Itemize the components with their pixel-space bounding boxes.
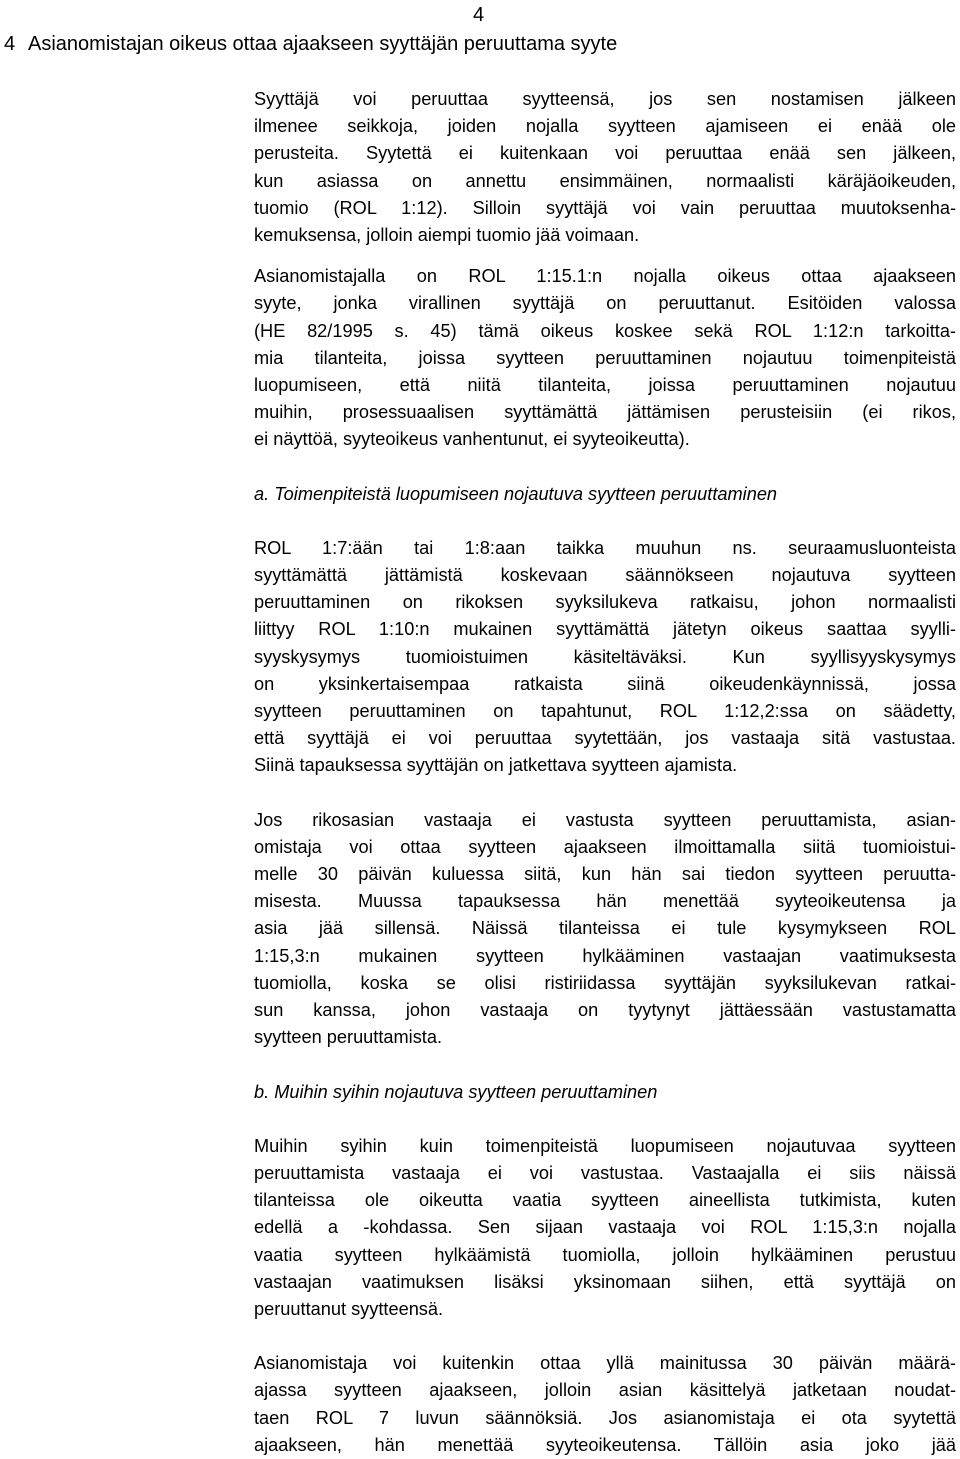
text-line: (HE 82/1995 s. 45) tämä oikeus koskee sekä ROL 1:12:n tarkoitta- bbox=[254, 320, 956, 341]
text-line: että syyttäjä ei voi peruuttaa syytettään, jos vastaaja sitä vastustaa. bbox=[254, 728, 956, 749]
text-line: peruuttanut syytteensä. bbox=[254, 1298, 444, 1319]
text-line: perusteita. Syytettä ei kuitenkaan voi peruuttaa enää sen jälkeen, bbox=[254, 143, 956, 164]
section-heading bbox=[4, 30, 944, 58]
text-line: ei näyttöä, syyteoikeus vanhentunut, ei syyteoikeutta). bbox=[254, 429, 690, 450]
text-line: asia jää sillensä. Näissä tilanteissa ei tule kysymykseen ROL bbox=[254, 918, 956, 939]
paragraph-other-grounds bbox=[254, 1133, 956, 1323]
text-line: liittyy ROL 1:10:n mukainen syyttämättä jätetyn oikeus saattaa syylli- bbox=[254, 619, 956, 640]
text-line: tuomio (ROL 1:12). Silloin syyttäjä voi vain peruuttaa muutoksenha- bbox=[254, 197, 956, 218]
text-line: muihin, prosessuaalisen syyttämättä jättämisen perusteisiin (ei rikos, bbox=[254, 402, 956, 423]
text-line: luopumiseen, että niitä tilanteita, joissa peruuttaminen nojautuu bbox=[254, 375, 956, 396]
text-line: tuomiolla, koska se olisi ristiriidassa syyttäjän syyksilukevan ratkai- bbox=[254, 972, 956, 993]
paragraph-complainant-right bbox=[254, 263, 956, 453]
text-line: ajassa syytteen ajaakseen, jolloin asian käsittelyä jatketaan noudat- bbox=[254, 1380, 956, 1401]
text-line: on yksinkertaisempaa ratkaista siinä oikeudenkäynnissä, jossa bbox=[254, 673, 956, 694]
text-line: syyttämättä jättämistä koskevaan säännökseen nojautuva syytteen bbox=[254, 565, 956, 586]
text-line: sun kanssa, johon vastaaja on tyytynyt jättäessään vastustamatta bbox=[254, 1000, 956, 1021]
text-line: peruuttamista vastaaja ei voi vastustaa. Vastaajalla ei siis näissä bbox=[254, 1162, 956, 1183]
text-line: peruuttaminen on rikoksen syyksilukeva ratkaisu, johon normaalisti bbox=[254, 592, 956, 613]
text-line: ROL 1:7:ään tai 1:8:aan taikka muuhun ns. seuraamusluonteista bbox=[254, 537, 956, 558]
text-line: Asianomistaja voi kuitenkin ottaa yllä mainitussa 30 päivän määrä- bbox=[254, 1353, 956, 1374]
text-line: Jos rikosasian vastaaja ei vastusta syytteen peruuttamista, asian- bbox=[254, 809, 956, 830]
paragraph-measures-withdrawal bbox=[254, 535, 956, 780]
text-line: melle 30 päivän kuluessa siitä, kun hän sai tiedon syytteen peruutta- bbox=[254, 864, 956, 885]
text-line: kemuksensa, jolloin aiempi tuomio jää voimaan. bbox=[254, 225, 640, 246]
text-line: syytteen peruuttamista. bbox=[254, 1027, 443, 1048]
text-line: Syyttäjä voi peruuttaa syytteensä, jos sen nostamisen jälkeen bbox=[254, 89, 956, 109]
paragraph-defendant-no-objection bbox=[254, 807, 956, 1052]
text-line: taen ROL 7 luvun säännöksiä. Jos asianomistaja ei ota syytettä bbox=[254, 1407, 956, 1428]
text-line: omistaja voi ottaa syytteen ajaakseen ilmoittamalla siitä tuomioistui- bbox=[254, 836, 956, 857]
text-line: syyskysymys tuomioistuimen käsiteltäväksi. Kun syyllisyyskysymys bbox=[254, 646, 956, 667]
subheading-a: a. Toimenpiteistä luopumiseen nojautuva syytteen peruuttaminen bbox=[254, 483, 778, 504]
text-line: syytteen peruuttaminen on tapahtunut, ROL 1:12,2:ssa on säädetty, bbox=[254, 701, 956, 722]
text-line: Siinä tapauksessa syyttäjän on jatkettava syytteen ajamista. bbox=[254, 755, 738, 776]
text-line: misesta. Muussa tapauksessa hän menettää syyteoikeutensa ja bbox=[254, 891, 956, 912]
text-line: Muihin syihin kuin toimenpiteistä luopumiseen nojautuvaa syytteen bbox=[254, 1135, 956, 1156]
text-line: tilanteissa ole oikeutta vaatia syytteen aineellista tutkimista, kuten bbox=[254, 1190, 956, 1211]
text-line: ilmenee seikkoja, joiden nojalla syytteen ajamiseen ei enää ole bbox=[254, 116, 956, 137]
paragraph-complainant-30-days bbox=[254, 1350, 956, 1459]
section-title: Asianomistajan oikeus ottaa ajaakseen syyttäjän peruuttama syyte bbox=[28, 33, 618, 55]
text-line: edellä a -kohdassa. Sen sijaan vastaaja voi ROL 1:15,3:n nojalla bbox=[254, 1217, 956, 1238]
text-line: vastaajan vaatimuksen lisäksi yksinomaan siihen, että syyttäjä on bbox=[254, 1271, 956, 1292]
text-line: kun asiassa on annettu ensimmäinen, normaalisti käräjäoikeuden, bbox=[254, 170, 956, 191]
text-line: syyte, jonka virallinen syyttäjä on peruuttanut. Esitöiden valossa bbox=[254, 293, 956, 314]
text-line: ajaakseen, hän menettää syyteoikeutensa. Tällöin asia joko jää bbox=[254, 1434, 956, 1455]
body-text bbox=[254, 86, 956, 1459]
text-line: vaatia syytteen hylkäämistä tuomiolla, jolloin hylkääminen perustuu bbox=[254, 1244, 956, 1265]
text-line: mia tilanteita, joissa syytteen peruuttaminen nojautuu toimenpiteistä bbox=[254, 347, 956, 368]
page-number: 4 bbox=[473, 4, 485, 26]
section-number: 4 bbox=[4, 33, 16, 55]
subheading-b: b. Muihin syihin nojautuva syytteen peruuttaminen bbox=[254, 1081, 658, 1102]
text-line: Asianomistajalla on ROL 1:15.1:n nojalla oikeus ottaa ajaakseen bbox=[254, 266, 956, 287]
paragraph-withdrawal-rules bbox=[254, 86, 956, 249]
text-line: 1:15,3:n mukainen syytteen hylkääminen vastaajan vaatimuksesta bbox=[254, 945, 956, 966]
